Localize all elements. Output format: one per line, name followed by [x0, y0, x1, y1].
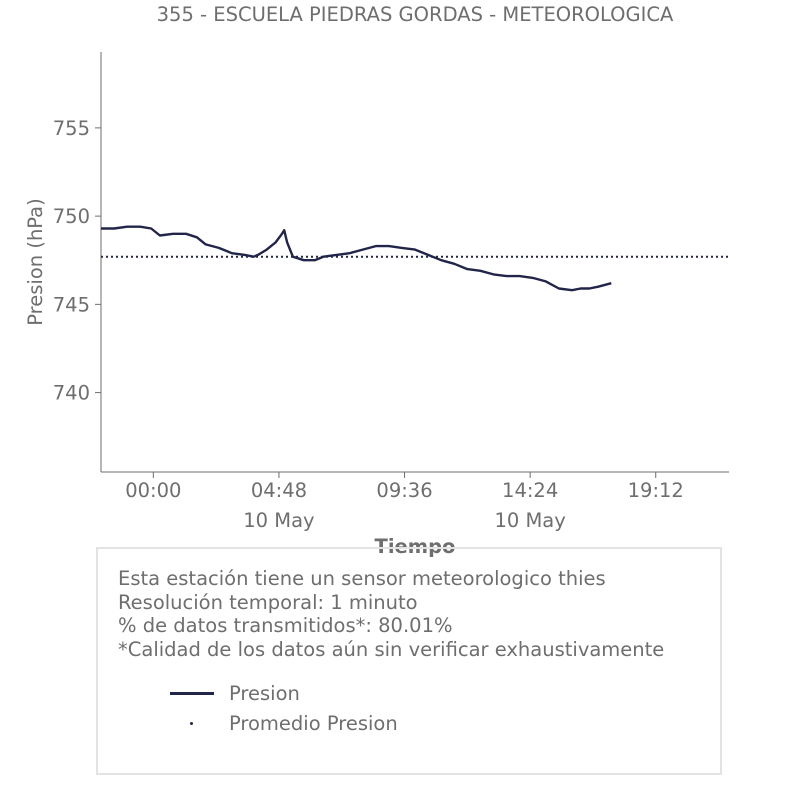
info-box [96, 547, 722, 775]
x-tick-label: 19:12 [627, 479, 684, 502]
y-tick-label: 755 [52, 116, 90, 140]
x-tick-date-label: 10 May [243, 509, 315, 532]
info-text [118, 567, 664, 661]
info-quality-line: *Calidad de los datos aún sin verificar exhaustivamente [118, 637, 665, 661]
chart-title: 355 - ESCUELA PIEDRAS GORDAS - METEOROLOGICA [156, 3, 674, 26]
y-tick-label: 750 [52, 205, 90, 229]
legend-item-promedio [170, 711, 398, 735]
x-ticks [125, 472, 684, 532]
legend-label-presion: Presion [229, 681, 300, 705]
x-axis-label: Tiempo [374, 535, 456, 558]
info-sensor-line: Esta estación tiene un sensor meteorologico thies [118, 567, 606, 590]
x-tick-label: 00:00 [125, 479, 182, 502]
info-transmitted-line: % de datos transmitidos*: 80.01% [118, 614, 453, 637]
x-tick-label: 14:24 [502, 479, 559, 502]
x-tick-label: 04:48 [250, 479, 308, 502]
y-axis-label: Presion (hPa) [24, 198, 47, 326]
y-tick-label: 740 [52, 381, 90, 405]
info-resolution-line: Resolución temporal: 1 minuto [118, 590, 418, 614]
legend-item-presion [170, 681, 300, 705]
legend-label-promedio: Promedio Presion [229, 711, 398, 735]
plot-series [101, 227, 729, 291]
x-tick-date-label: 10 May [494, 509, 566, 532]
series-line-presion [101, 227, 611, 291]
y-tick-label: 745 [52, 293, 90, 317]
y-ticks [53, 117, 101, 405]
x-tick-label: 09:36 [376, 479, 433, 502]
legend-dot-swatch [170, 711, 214, 735]
legend-line-swatch [170, 681, 214, 705]
